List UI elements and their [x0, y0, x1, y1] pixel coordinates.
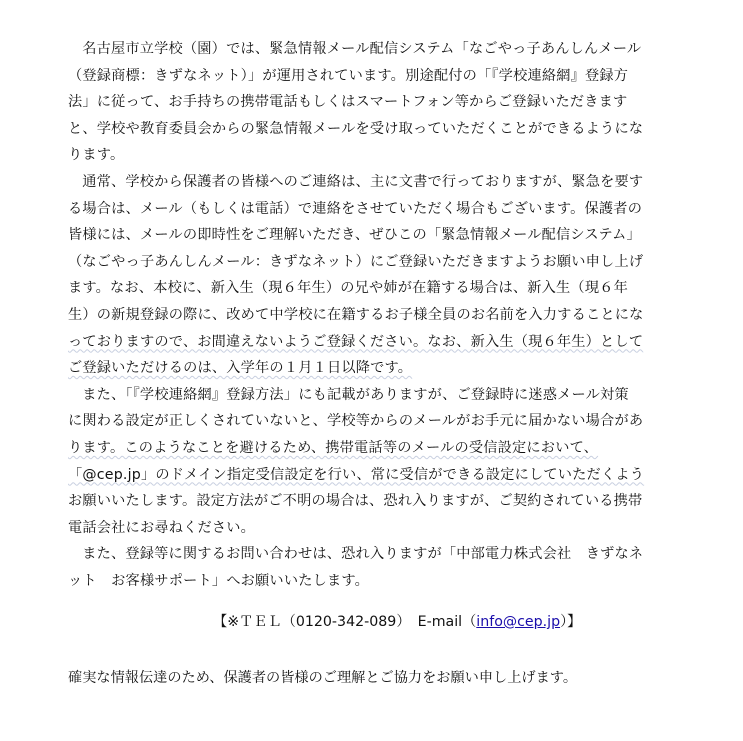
text-line: ります。: [68, 147, 125, 164]
text-line: 生）の新規登録の際に、改めて中学校に在籍するお子様全員のお名前を入力することにな: [68, 306, 644, 323]
email-link[interactable]: info@cep.jp: [476, 614, 561, 630]
closing-statement: 確実な情報伝達のため、保護者の皆様のご理解とご協力をお願い申し上げます。: [68, 670, 578, 686]
text-line: と、学校や教育委員会からの緊急情報メールを受け取っていただくことができるようにな: [68, 120, 644, 137]
text-line: 「@cep.jp」のドメイン指定受信設定を行い、常に受信ができる設定にしていただくよう: [68, 466, 645, 483]
text-line: 皆様には、メールの即時性をご理解いただき、ぜひこの「緊急情報メール配信システム」: [68, 227, 641, 244]
text-line: る場合は、メール（もしくは電話）で連絡をさせていただく場合もございます。保護者の: [68, 200, 643, 217]
text-line: に関わる設定が正しくされていないと、学校等からのメールがお手元に届かない場合があ: [68, 413, 644, 430]
text-line: （登録商標：きずなネット）」が運用されています。別途配付の「『学校連絡網』登録方: [68, 67, 629, 84]
text-line: （なごやっ子あんしんメール：きずなネット）にご登録いただきますようお願い申し上げ: [68, 253, 644, 270]
text-line: ット お客様サポート」へお願いいたします。: [68, 572, 370, 589]
text-line: 通常、学校から保護者の皆様へのご連絡は、主に文書で行っておりますが、緊急を要す: [82, 173, 644, 190]
text-line: また、登録等に関するお問い合わせは、恐れ入りますが「中部電力株式会社 きずなネ: [82, 546, 644, 563]
text-line: っておりますので、お間違えないようご登録ください。なお、新入生（現６年生）として: [68, 333, 644, 350]
paragraph-mail-settings: [68, 382, 693, 542]
text-line: ご登録いただけるのは、入学年の１月１日以降です。: [68, 360, 413, 377]
text-line: お願いいたします。設定方法がご不明の場合は、恐れ入りますが、ご契約されている携帯: [68, 493, 643, 510]
text-line: また、「『学校連絡網』登録方法」にも記載がありますが、ご登録時に迷惑メール対策: [82, 386, 629, 403]
contact-info: [213, 609, 581, 635]
notice-body: [68, 36, 693, 594]
text-line: 電話会社にお尋ねください。: [68, 519, 256, 536]
contact-phone: 【※ＴＥＬ（0120-342-089） E-mail（: [213, 614, 477, 630]
paragraph-inquiries: [68, 541, 693, 594]
text-line: 法」に従って、お手持ちの携帯電話もしくはスマートフォン等からご登録いただきます: [68, 94, 628, 111]
text-line: ます。なお、本校に、新入生（現６年生）の兄や姉が在籍する場合は、新入生（現６年: [68, 280, 628, 297]
paragraph-registration-request: [68, 169, 693, 382]
text-line: 名古屋市立学校（園）では、緊急情報メール配信システム「なごやっ子あんしんメール: [82, 41, 642, 57]
paragraph-system-intro: [68, 36, 693, 169]
text-line: ります。このようなことを避けるため、携帯電話等のメールの受信設定において、: [68, 439, 599, 456]
contact-close: ）】: [560, 614, 582, 630]
